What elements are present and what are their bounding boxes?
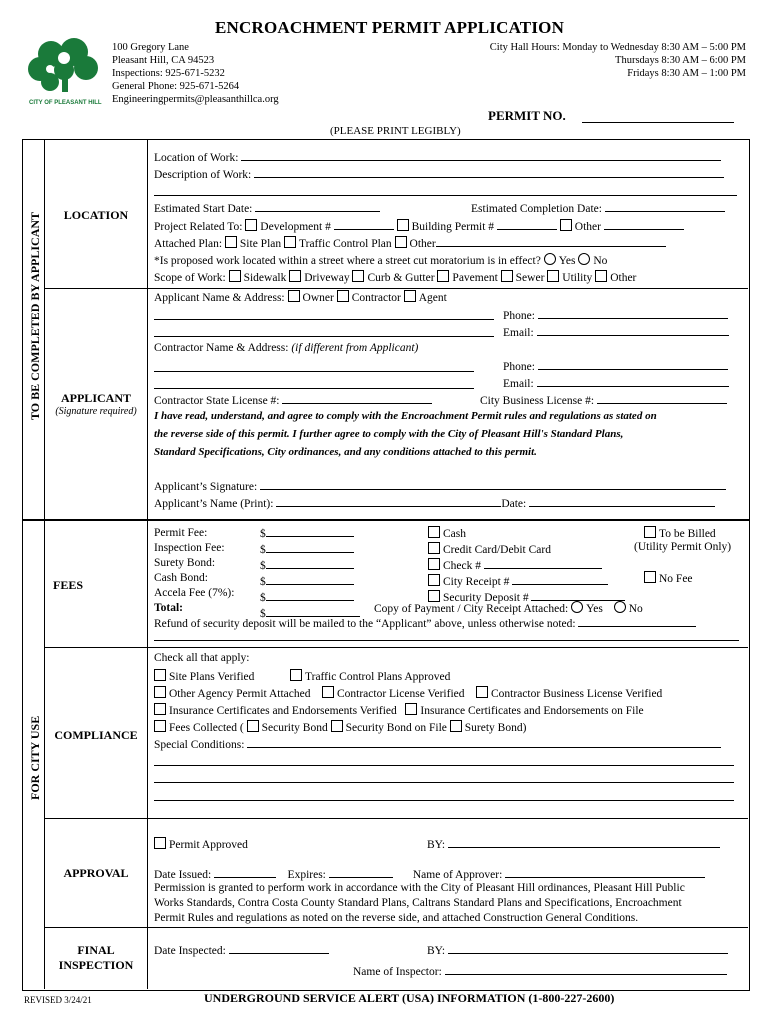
contractor-name-label: Contractor Name & Address: bbox=[154, 342, 289, 354]
driveway-label: Driveway bbox=[304, 272, 350, 284]
city-side-label: FOR CITY USE bbox=[28, 715, 42, 800]
development-checkbox[interactable] bbox=[245, 219, 257, 231]
security-bond-file-checkbox[interactable] bbox=[331, 720, 343, 732]
permit-fee-field[interactable] bbox=[266, 526, 354, 537]
signature-label: Applicant’s Signature: bbox=[154, 481, 258, 493]
yes-label: Yes bbox=[558, 255, 576, 267]
copy-yes-radio[interactable] bbox=[571, 601, 583, 613]
name-inspector-label: Name of Inspector: bbox=[353, 966, 442, 978]
moratorium-question: *Is proposed work located within a street where a street cut moratorium is in effect? bbox=[154, 255, 541, 267]
special-conditions-line[interactable] bbox=[154, 800, 734, 801]
agreement-line-1: I have read, understand, and agree to comply with the Encroachment Permit rules and regulations as stated on bbox=[154, 410, 657, 422]
contractor-license-checkbox[interactable] bbox=[322, 686, 334, 698]
applicant-address-field[interactable] bbox=[154, 319, 494, 320]
total-label: Total: bbox=[154, 602, 183, 614]
development-label: Development # bbox=[260, 221, 331, 233]
refund-note: Refund of security deposit will be mailed to the “Applicant” above, unless otherwise noted: bbox=[154, 618, 576, 630]
permission-line-3: Permit Rules and regulations as noted on the reverse side, and attached Construction General Conditions. bbox=[154, 912, 639, 924]
print-legibly: (PLEASE PRINT LEGIBLY) bbox=[330, 125, 461, 137]
section-divider bbox=[44, 288, 748, 289]
check-label: Check # bbox=[443, 560, 482, 572]
accela-fee-label: Accela Fee (7%): bbox=[154, 587, 235, 599]
contractor-phone-label: Phone: bbox=[503, 361, 535, 373]
moratorium-yes-radio[interactable] bbox=[544, 253, 556, 265]
inspection-by-label: BY: bbox=[427, 945, 446, 957]
expires-label: Expires: bbox=[287, 869, 326, 881]
curb-label: Curb & Gutter bbox=[367, 272, 435, 284]
revised-date: REVISED 3/24/21 bbox=[24, 995, 92, 1005]
permission-line-2: Works Standards, Contra Costa County Standard Plans, Caltrans Standard Plans and Specifications, Encroachment bbox=[154, 897, 682, 909]
state-license-field[interactable] bbox=[282, 393, 432, 404]
sewer-label: Sewer bbox=[515, 272, 545, 284]
applicant-date-field[interactable] bbox=[529, 496, 715, 507]
special-conditions-field[interactable] bbox=[247, 737, 721, 748]
accela-fee-field[interactable] bbox=[266, 590, 354, 601]
plan-other-label: Other bbox=[409, 238, 436, 250]
security-bond-file-label: Security Bond on File bbox=[345, 722, 447, 734]
dollar-sign: $ bbox=[260, 576, 266, 588]
sewer-checkbox[interactable] bbox=[501, 270, 513, 282]
utility-only-note: (Utility Permit Only) bbox=[634, 541, 732, 553]
applicant-phone-label: Phone: bbox=[503, 310, 535, 322]
agreement-line-3: Standard Specifications, City ordinances, and any conditions attached to this permit. bbox=[154, 446, 537, 458]
est-start-label: Estimated Start Date: bbox=[154, 203, 253, 215]
permit-no-label: PERMIT NO. bbox=[488, 108, 566, 123]
city-receipt-field[interactable] bbox=[512, 574, 608, 585]
refund-field-2[interactable] bbox=[154, 640, 739, 641]
insurance-verified-label: Insurance Certificates and Endorsements Verified bbox=[169, 705, 397, 717]
no-label: No bbox=[628, 603, 643, 615]
address-line: Inspections: 925-671-5232 bbox=[112, 68, 225, 79]
building-permit-checkbox[interactable] bbox=[397, 219, 409, 231]
applicant-heading: APPLICANT bbox=[60, 391, 131, 405]
permission-line-1: Permission is granted to perform work in accordance with the City of Pleasant Hill ordinances, Pleasant Hill Public bbox=[154, 882, 685, 894]
site-plans-checkbox[interactable] bbox=[154, 669, 166, 681]
project-related-label: Project Related To: bbox=[154, 221, 243, 233]
contractor-phone-field[interactable] bbox=[538, 359, 728, 370]
site-plans-label: Site Plans Verified bbox=[169, 671, 255, 683]
hours-line: City Hall Hours: Monday to Wednesday 8:30 AM – 5:00 PM bbox=[489, 42, 746, 53]
city-address bbox=[112, 41, 279, 106]
address-line: General Phone: 925-671-5264 bbox=[112, 81, 240, 92]
form-title: ENCROACHMENT PERMIT APPLICATION bbox=[215, 18, 565, 37]
applicant-side-label: TO BE COMPLETED BY APPLICANT bbox=[28, 211, 42, 420]
site-plan-checkbox[interactable] bbox=[225, 236, 237, 248]
city-hall-hours bbox=[490, 41, 746, 80]
security-deposit-label: Security Deposit # bbox=[443, 592, 529, 604]
no-fee-label: No Fee bbox=[659, 573, 693, 585]
city-license-label: City Business License #: bbox=[480, 395, 595, 407]
contractor-label: Contractor bbox=[351, 292, 401, 304]
attached-plan-label: Attached Plan: bbox=[154, 238, 223, 250]
contractor-business-checkbox[interactable] bbox=[476, 686, 488, 698]
address-line: 100 Gregory Lane bbox=[112, 42, 189, 53]
inspection-fee-field[interactable] bbox=[266, 542, 354, 553]
to-be-billed-label: To be Billed bbox=[659, 528, 716, 540]
traffic-plans-label: Traffic Control Plans Approved bbox=[305, 671, 451, 683]
applicant-phone-field[interactable] bbox=[538, 308, 728, 319]
sidewalk-checkbox[interactable] bbox=[229, 270, 241, 282]
credit-checkbox[interactable] bbox=[428, 542, 440, 554]
cash-bond-label: Cash Bond: bbox=[154, 572, 208, 584]
location-heading: LOCATION bbox=[63, 208, 129, 222]
permit-approved-checkbox[interactable] bbox=[154, 837, 166, 849]
name-print-label: Applicant’s Name (Print): bbox=[154, 498, 274, 510]
description-of-work-label: Description of Work: bbox=[154, 169, 252, 181]
contractor-license-label: Contractor License Verified bbox=[336, 688, 465, 700]
project-other-checkbox[interactable] bbox=[560, 219, 572, 231]
hours-line: Fridays 8:30 AM – 1:00 PM bbox=[627, 68, 746, 79]
surety-bond-label: Surety Bond: bbox=[154, 557, 216, 569]
section-divider bbox=[44, 647, 748, 648]
to-be-billed-checkbox[interactable] bbox=[644, 526, 656, 538]
building-permit-field[interactable] bbox=[497, 219, 557, 230]
development-field[interactable] bbox=[334, 219, 394, 230]
cash-checkbox[interactable] bbox=[428, 526, 440, 538]
label-divider bbox=[147, 139, 148, 989]
hours-line: Thursdays 8:30 AM – 6:00 PM bbox=[615, 55, 746, 66]
compliance-heading: COMPLIANCE bbox=[54, 728, 138, 742]
scope-other-checkbox[interactable] bbox=[595, 270, 607, 282]
utility-checkbox[interactable] bbox=[547, 270, 559, 282]
contractor-address-field[interactable] bbox=[154, 371, 474, 372]
applicant-address-field-2[interactable] bbox=[154, 336, 494, 337]
date-label: Date: bbox=[501, 498, 527, 510]
date-issued-field[interactable] bbox=[214, 867, 276, 878]
curb-checkbox[interactable] bbox=[352, 270, 364, 282]
logo-text: CITY OF PLEASANT HILL bbox=[29, 100, 102, 106]
site-plan-label: Site Plan bbox=[239, 238, 282, 250]
city-receipt-checkbox[interactable] bbox=[428, 574, 440, 586]
dollar-sign: $ bbox=[260, 608, 266, 620]
applicant-email-label: Email: bbox=[503, 327, 534, 339]
security-bond-label: Security Bond bbox=[261, 722, 328, 734]
credit-label: Credit Card/Debit Card bbox=[443, 544, 551, 556]
building-permit-label: Building Permit # bbox=[411, 221, 495, 233]
agent-label: Agent bbox=[418, 292, 447, 304]
location-of-work-label: Location of Work: bbox=[154, 152, 239, 164]
final-label: FINAL bbox=[77, 943, 115, 957]
est-start-field[interactable] bbox=[255, 201, 380, 212]
est-completion-field[interactable] bbox=[605, 201, 725, 212]
est-completion-label: Estimated Completion Date: bbox=[471, 203, 602, 215]
usa-info: UNDERGROUND SERVICE ALERT (USA) INFORMATION (1-800-227-2600) bbox=[204, 991, 615, 1005]
city-license-field[interactable] bbox=[597, 393, 727, 404]
cash-bond-field[interactable] bbox=[266, 574, 354, 585]
contractor-address-field-2[interactable] bbox=[154, 388, 474, 389]
section-divider bbox=[44, 927, 748, 928]
city-logo bbox=[26, 36, 104, 108]
surety-bond-field[interactable] bbox=[266, 558, 354, 569]
fee-labels bbox=[154, 526, 234, 616]
fees-collected-checkbox[interactable] bbox=[154, 720, 166, 732]
name-inspector-field[interactable] bbox=[445, 964, 727, 975]
check-checkbox[interactable] bbox=[428, 558, 440, 570]
signature-field[interactable] bbox=[260, 479, 726, 490]
traffic-plans-checkbox[interactable] bbox=[290, 669, 302, 681]
surety-bond-checkbox[interactable] bbox=[450, 720, 462, 732]
approval-by-label: BY: bbox=[427, 839, 446, 851]
pavement-label: Pavement bbox=[452, 272, 498, 284]
applicant-email-field[interactable] bbox=[537, 325, 729, 336]
address-line: Engineeringpermits@pleasanthillca.org bbox=[112, 94, 279, 105]
date-inspected-field[interactable] bbox=[229, 943, 329, 954]
name-approver-label: Name of Approver: bbox=[412, 869, 503, 881]
traffic-plan-label: Traffic Control Plan bbox=[299, 238, 392, 250]
plan-other-checkbox[interactable] bbox=[395, 236, 407, 248]
contractor-email-label: Email: bbox=[503, 378, 534, 390]
copy-no-radio[interactable] bbox=[614, 601, 626, 613]
special-conditions-line[interactable] bbox=[154, 765, 734, 766]
expires-field[interactable] bbox=[329, 867, 393, 878]
signature-required: (Signature required) bbox=[55, 406, 137, 417]
pavement-checkbox[interactable] bbox=[437, 270, 449, 282]
security-bond-checkbox[interactable] bbox=[247, 720, 259, 732]
check-number-field[interactable] bbox=[484, 558, 602, 569]
insurance-file-checkbox[interactable] bbox=[405, 703, 417, 715]
owner-checkbox[interactable] bbox=[288, 290, 300, 302]
inspection-by-field[interactable] bbox=[448, 943, 728, 954]
project-other-field[interactable] bbox=[604, 219, 684, 230]
address-line: Pleasant Hill, CA 94523 bbox=[112, 55, 215, 66]
date-inspected-label: Date Inspected: bbox=[154, 945, 226, 957]
scope-label: Scope of Work: bbox=[154, 272, 226, 284]
agreement-line-2: the reverse side of this permit. I further agree to comply with the City of Pleasant Hill's Standard Plans, bbox=[154, 428, 624, 440]
sidewalk-label: Sidewalk bbox=[243, 272, 287, 284]
description-of-work-field[interactable] bbox=[254, 167, 724, 178]
approval-heading: APPROVAL bbox=[63, 866, 129, 880]
refund-field[interactable] bbox=[578, 616, 696, 627]
date-issued-label: Date Issued: bbox=[154, 869, 212, 881]
description-of-work-field-2[interactable] bbox=[154, 195, 737, 196]
security-deposit-field[interactable] bbox=[531, 590, 625, 601]
name-print-field[interactable] bbox=[276, 496, 501, 507]
special-conditions-label: Special Conditions: bbox=[154, 739, 245, 751]
no-label: No bbox=[593, 255, 608, 267]
dollar-sign: $ bbox=[260, 528, 266, 540]
no-fee-checkbox[interactable] bbox=[644, 571, 656, 583]
special-conditions-line[interactable] bbox=[154, 782, 734, 783]
contractor-business-label: Contractor Business License Verified bbox=[491, 688, 663, 700]
side-divider bbox=[44, 139, 45, 989]
if-different-note: (if different from Applicant) bbox=[291, 342, 419, 354]
approval-by-field[interactable] bbox=[448, 837, 720, 848]
dollar-sign: $ bbox=[260, 592, 266, 604]
final-inspection-heading bbox=[48, 943, 144, 973]
moratorium-no-radio[interactable] bbox=[578, 253, 590, 265]
agent-checkbox[interactable] bbox=[404, 290, 416, 302]
fees-collected-label: Fees Collected ( bbox=[169, 722, 244, 734]
dollar-sign: $ bbox=[260, 544, 266, 556]
insurance-verified-checkbox[interactable] bbox=[154, 703, 166, 715]
surety-bond-label: Surety Bond) bbox=[464, 722, 527, 734]
permit-approved-label: Permit Approved bbox=[169, 839, 248, 851]
permit-fee-label: Permit Fee: bbox=[154, 527, 208, 539]
section-divider bbox=[44, 818, 748, 819]
fee-amounts bbox=[260, 526, 360, 622]
contractor-checkbox[interactable] bbox=[337, 290, 349, 302]
cash-label: Cash bbox=[443, 528, 466, 540]
other-agency-label: Other Agency Permit Attached bbox=[169, 688, 311, 700]
city-receipt-label: City Receipt # bbox=[443, 576, 510, 588]
permit-no-field[interactable] bbox=[582, 122, 734, 123]
driveway-checkbox[interactable] bbox=[289, 270, 301, 282]
yes-label: Yes bbox=[586, 603, 603, 615]
traffic-plan-checkbox[interactable] bbox=[284, 236, 296, 248]
dollar-sign: $ bbox=[260, 560, 266, 572]
project-other-label: Other bbox=[574, 221, 601, 233]
scope-other-label: Other bbox=[610, 272, 637, 284]
copy-payment-label: Copy of Payment / City Receipt Attached: bbox=[374, 603, 569, 615]
utility-label: Utility bbox=[562, 272, 593, 284]
owner-label: Owner bbox=[302, 292, 334, 304]
name-approver-field[interactable] bbox=[505, 867, 705, 878]
other-agency-checkbox[interactable] bbox=[154, 686, 166, 698]
location-of-work-field[interactable] bbox=[241, 150, 721, 161]
fees-heading: FEES bbox=[52, 578, 83, 592]
check-all-label: Check all that apply: bbox=[154, 652, 250, 664]
inspection-label: INSPECTION bbox=[58, 958, 134, 972]
plan-other-field[interactable] bbox=[436, 236, 666, 247]
payment-methods bbox=[428, 526, 625, 606]
contractor-email-field[interactable] bbox=[537, 376, 729, 387]
state-license-label: Contractor State License #: bbox=[154, 395, 280, 407]
inspection-fee-label: Inspection Fee: bbox=[154, 542, 225, 554]
insurance-file-label: Insurance Certificates and Endorsements on File bbox=[420, 705, 644, 717]
applicant-name-label: Applicant Name & Address: bbox=[154, 292, 285, 304]
